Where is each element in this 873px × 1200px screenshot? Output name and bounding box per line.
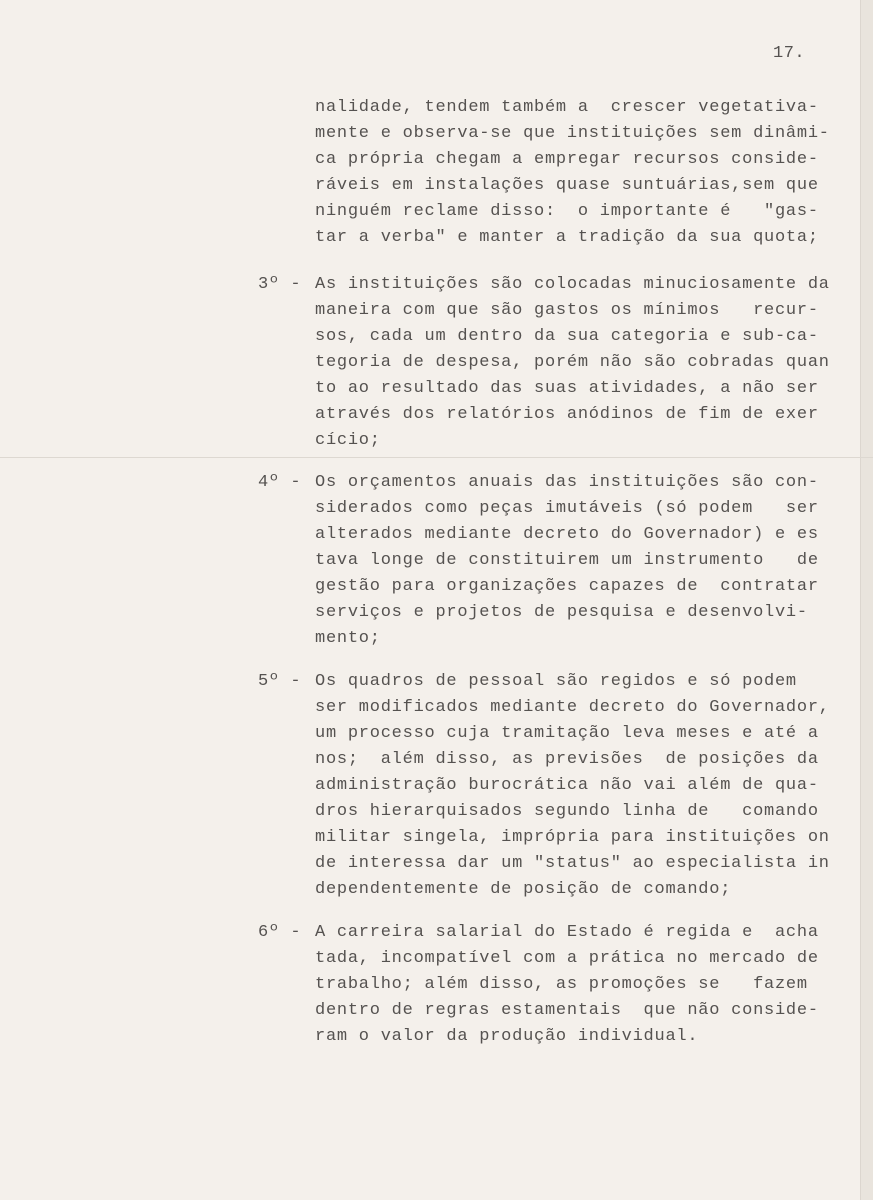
text-line: um processo cuja tramitação leva meses e até a (315, 724, 819, 743)
text-line: através dos relatórios anódinos de fim de exer (315, 405, 819, 424)
text-line: Os orçamentos anuais das instituições são con- (315, 473, 819, 492)
text-line: nalidade, tendem também a crescer vegetativa- (315, 98, 819, 117)
text-line: dependentemente de posição de comando; (315, 880, 732, 899)
text-line: ser modificados mediante decreto do Governador, (315, 698, 830, 717)
text-line: dros hierarquisados segundo linha de comando (315, 802, 819, 821)
text-line: A carreira salarial do Estado é regida e acha (315, 923, 819, 942)
text-line: alterados mediante decreto do Governador) e es (315, 525, 819, 544)
text-line: sos, cada um dentro da sua categoria e sub-ca- (315, 327, 819, 346)
text-line: ca própria chegam a empregar recursos conside- (315, 150, 819, 169)
text-line: serviços e projetos de pesquisa e desenvolvi- (315, 603, 808, 622)
text-line: mente e observa-se que instituições sem dinâmi- (315, 124, 830, 143)
text-line: ram o valor da produção individual. (315, 1027, 699, 1046)
text-line: de interessa dar um "status" ao especialista in (315, 854, 830, 873)
text-line: militar singela, imprópria para instituições on (315, 828, 830, 847)
text-line: dentro de regras estamentais que não conside- (315, 1001, 819, 1020)
text-line: maneira com que são gastos os mínimos recur- (315, 301, 819, 320)
text-line: nos; além disso, as previsões de posições da (315, 750, 819, 769)
item-number: 6º - (258, 923, 302, 942)
text-line: trabalho; além disso, as promoções se fazem (315, 975, 808, 994)
paper-fold-line (0, 457, 873, 458)
item-number: 5º - (258, 672, 302, 691)
text-line: tar a verba" e manter a tradição da sua quota; (315, 228, 819, 247)
page-edge (860, 0, 873, 1200)
text-line: to ao resultado das suas atividades, a não ser (315, 379, 819, 398)
text-line: ninguém reclame disso: o importante é "gas- (315, 202, 819, 221)
text-line: tegoria de despesa, porém não são cobradas quan (315, 353, 830, 372)
text-line: administração burocrática não vai além de qua- (315, 776, 819, 795)
text-line: gestão para organizações capazes de contratar (315, 577, 819, 596)
text-line: cício; (315, 431, 381, 450)
text-line: mento; (315, 629, 381, 648)
text-line: ráveis em instalações quase suntuárias,sem que (315, 176, 819, 195)
page-number: 17. (773, 44, 806, 63)
text-line: Os quadros de pessoal são regidos e só podem (315, 672, 797, 691)
text-line: siderados como peças imutáveis (só podem ser (315, 499, 819, 518)
text-line: As instituições são colocadas minuciosamente da (315, 275, 830, 294)
item-number: 3º - (258, 275, 302, 294)
text-line: tava longe de constituirem um instrumento de (315, 551, 819, 570)
item-number: 4º - (258, 473, 302, 492)
text-line: tada, incompatível com a prática no mercado de (315, 949, 819, 968)
